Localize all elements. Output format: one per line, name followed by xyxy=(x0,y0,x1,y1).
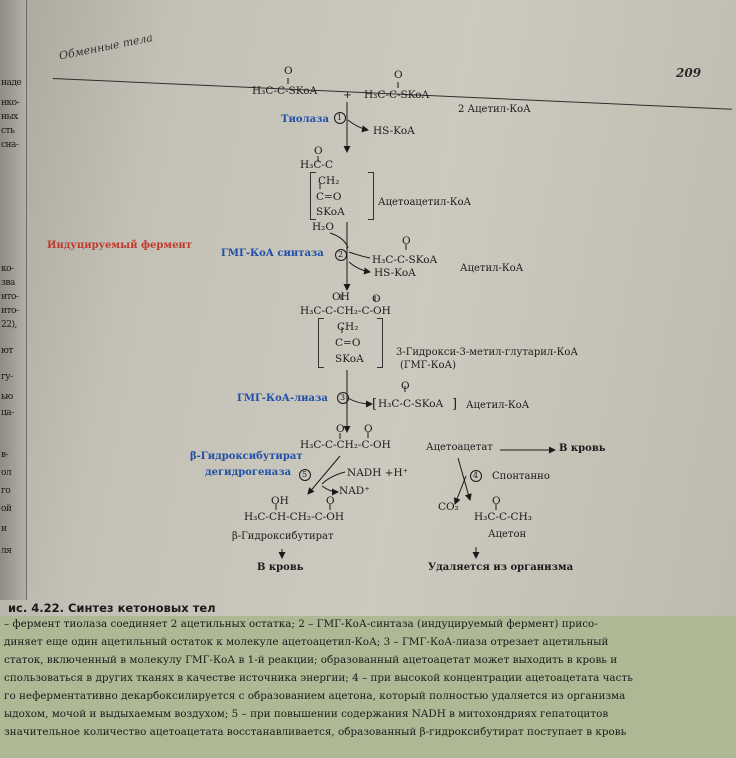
caption-line: статок, включенный в молекулу ГМГ-КоА в 1-й реакции; образованный ацетоацетат может выходить в кровь и xyxy=(4,654,618,666)
prev-page-fragment: сна- xyxy=(1,140,19,150)
prev-page-fragment: ой xyxy=(1,504,12,514)
textbook-page: наде нко- ных сть сна- ко- зва ито- ито- 22), ют гу- ью ца- в- ол го ой и ля Обменные тела 209 O H₃C-C-SKoA + O H₃C-C-SKoA 2 Ацетил-КоА Тиолаза 1 HS-KoA O H₃C-C CH₂ C=O SKoA Ацетоацетил-КоА H₂O Индуцируемый фермент ГМГ-КоА синтаза 2 O H₃C-C-SKoA Ацетил-КоА HS-KoA OH O H₃C-C-CH₂-C-OH CH₂ C=O SKoA 3-Гидрокси-3-метил-глутарил-КоА (ГМГ-КоА) ГМГ-КоА-лиаза 3 O [ H₃C-C-SKoA ] Ацетил-КоА O O H₃C-C-CH₂-C-OH Ацетоацетат В кровь β-Гидроксибутират дегидрогеназа 5 NADH +H⁺ NAD⁺ 4 Спонтанно CO₂ OH O H₃C-CH-CH₂-C-OH β-Гидроксибутират В кровь O H₃C-C-CH₃ Ацетон Удаляется из организма ис. 4.22. Синтез кетоновых тел – фермент тиолаза соединяет 2 ацетильных остатка; 2 – ГМГ-КоА-синтаза (индуцируемый фермент) присо- диняет еще один ацетильный остаток к молекуле ацетоацетил-КоА; 3 – ГМГ-КоА-лиаза отрезает ацетильный статок, включенный в молекулу ГМГ-КоА в 1-й реакции; образованный ацетоацетат может выходить в кровь и спользоваться в других тканях в качестве источника энергии; 4 – при высокой концентрации ацетоацетата часть го неферментативно декарбоксилируется с образованием ацетона, который полностью удаляется из организма ыдохом, мочой и выдыхаемым воздухом; 5 – при повышении содержания NADH в митохондриях гепатоцитов значительное количество ацетоацетата восстанавливается, образованный β-гидроксибутират поступает в кровь xyxy=(0,0,736,758)
hmg-hydroxyl: OH xyxy=(332,291,350,303)
prev-page-fragment: сть xyxy=(1,126,15,136)
acetone-label: Ацетон xyxy=(488,529,527,540)
prev-page-fragment: ко- xyxy=(1,264,14,274)
inducible-enzyme-label: Индуцируемый фермент xyxy=(47,240,192,251)
hydroxybutyrate-dh-label-1: β-Гидроксибутират xyxy=(190,451,303,462)
step-4-number: 4 xyxy=(473,471,479,480)
acetoacetyl-ch2: CH₂ xyxy=(318,175,340,187)
hmg-bracket-right xyxy=(377,318,383,368)
hmg-carbonyl: C=O xyxy=(335,337,361,349)
excreted-label: Удаляется из организма xyxy=(428,562,574,573)
acetone-oxygen: O xyxy=(492,495,501,507)
hmg-coa-lyase-label: ГМГ-КоА-лиаза xyxy=(237,393,328,404)
prev-page-fragment: ля xyxy=(1,546,12,556)
acetyl-coa-1: H₃C-C-SKoA xyxy=(252,85,318,97)
prev-page-fragment: и xyxy=(1,524,7,534)
hs-coa-released-1: HS-KoA xyxy=(373,125,415,137)
hmg-oxygen: O xyxy=(372,293,381,305)
prev-page-fragment: нко- xyxy=(1,98,20,108)
hydroxybutyrate-label: β-Гидроксибутират xyxy=(232,531,334,542)
prev-page-fragment: ито- xyxy=(1,306,19,316)
nad: NAD⁺ xyxy=(339,485,370,497)
caption-line: го неферментативно декарбоксилируется с образованием ацетона, который полностью удаляется из организма xyxy=(4,690,626,702)
acetoacetate-oxygen-1: O xyxy=(336,423,345,435)
prev-page-fragment: 22), xyxy=(1,320,17,330)
hmg-skoa: SKoA xyxy=(335,353,364,365)
prev-page-fragment: гу- xyxy=(1,372,13,382)
prev-page-fragment: ью xyxy=(1,392,13,402)
hmg-coa-abbrev: (ГМГ-КоА) xyxy=(400,360,456,371)
acetyl1-oxygen: O xyxy=(284,65,293,77)
prev-page-fragment: в- xyxy=(1,450,9,460)
acetoacetyl-oxygen: O xyxy=(314,145,323,157)
acetyl-coa-3: H₃C-C-SKoA xyxy=(372,254,438,266)
two-acetyl-coa-label: 2 Ацетил-КоА xyxy=(458,104,531,115)
step-3-number: 3 xyxy=(340,393,346,402)
acetyl-coa-2: H₃C-C-SKoA xyxy=(364,89,430,101)
prev-page-fragment: ца- xyxy=(1,408,14,418)
acetoacetyl-coa-label: Ацетоацетил-КоА xyxy=(378,197,472,208)
step-2-number: 2 xyxy=(338,250,344,259)
caption-line: диняет еще один ацетильный остаток к молекуле ацетоацетил-КоА; 3 – ГМГ-КоА-лиаза отрезает ацетильный xyxy=(4,636,609,648)
acetyl-coa-4: H₃C-C-SKoA xyxy=(378,398,444,410)
prev-page-fragment: зва xyxy=(1,278,15,288)
prev-page-fragment: ито- xyxy=(1,292,19,302)
acetoacetate-formula: H₃C-C-CH₂-C-OH xyxy=(300,439,391,451)
step-5-number: 5 xyxy=(302,470,308,479)
to-blood-hydroxybutyrate: В кровь xyxy=(257,562,304,573)
hs-coa-released-2: HS-KoA xyxy=(374,267,416,279)
caption-line: значительное количество ацетоацетата восстанавливается, образованный β-гидроксибутират поступает в кровь xyxy=(4,726,627,738)
hmg-backbone: H₃C-C-CH₂-C-OH xyxy=(300,305,391,317)
to-blood-acetoacetate: В кровь xyxy=(559,443,606,454)
caption-line: – фермент тиолаза соединяет 2 ацетильных остатка; 2 – ГМГ-КоА-синтаза (индуцируемый фермент) присо- xyxy=(4,618,598,630)
caption-line: ыдохом, мочой и выдыхаемым воздухом; 5 – при повышении содержания NADH в митохондриях гепатоцитов xyxy=(4,708,609,720)
prev-page-fragment: ол xyxy=(1,468,12,478)
acetone-formula: H₃C-C-CH₃ xyxy=(474,511,532,523)
previous-page-edge xyxy=(0,0,27,600)
thiolase-label: Тиолаза xyxy=(281,114,329,125)
water: H₂O xyxy=(312,221,334,233)
hydroxybutyrate-dh-label-2: дегидрогеназа xyxy=(205,467,292,478)
figure-caption-box xyxy=(0,616,736,758)
spontaneous-label: Спонтанно xyxy=(492,471,550,482)
acetoacetate-label: Ацетоацетат xyxy=(426,442,493,453)
plus-sign: + xyxy=(343,89,352,101)
page-number: 209 xyxy=(676,66,702,80)
acetyl-coa-4-label: Ацетил-КоА xyxy=(466,400,530,411)
caption-line: спользоваться в других тканях в качестве источника энергии; 4 – при высокой концентрации ацетоацетата часть xyxy=(4,672,633,684)
hydroxybutyrate-hydroxyl: OH xyxy=(271,495,289,507)
step-1-number: 1 xyxy=(337,113,343,122)
acetoacetyl-carbonyl: C=O xyxy=(316,191,342,203)
running-header-title: Обменные тела xyxy=(57,31,154,63)
prev-page-fragment: го xyxy=(1,486,11,496)
hydroxybutyrate-formula: H₃C-CH-CH₂-C-OH xyxy=(244,511,344,523)
hmg-coa-label: 3-Гидрокси-3-метил-глутарил-КоА xyxy=(396,347,578,358)
acetoacetyl-skoa: SKoA xyxy=(316,206,345,218)
prev-page-fragment: ют xyxy=(1,346,13,356)
acetyl3-oxygen: O xyxy=(402,235,411,247)
carbon-dioxide: CO₂ xyxy=(438,501,459,513)
acetyl2-oxygen: O xyxy=(394,69,403,81)
acetyl-coa-3-label: Ацетил-КоА xyxy=(460,263,524,274)
hmg-ch2: CH₂ xyxy=(337,321,359,333)
acetyl4-oxygen: O xyxy=(401,380,410,392)
hydroxybutyrate-oxygen: O xyxy=(326,495,335,507)
figure-caption-title: ис. 4.22. Синтез кетоновых тел xyxy=(8,601,216,615)
nadh: NADH +H⁺ xyxy=(347,467,409,479)
acetoacetyl-bracket-right xyxy=(368,172,374,220)
prev-page-fragment: наде xyxy=(1,78,22,88)
hmg-coa-synthase-label: ГМГ-КоА синтаза xyxy=(221,248,324,259)
acetoacetyl-h3c: H₃C-C xyxy=(300,159,333,171)
prev-page-fragment: ных xyxy=(1,112,18,122)
hmg-bracket-left xyxy=(318,318,324,368)
acetoacetate-oxygen-2: O xyxy=(364,423,373,435)
